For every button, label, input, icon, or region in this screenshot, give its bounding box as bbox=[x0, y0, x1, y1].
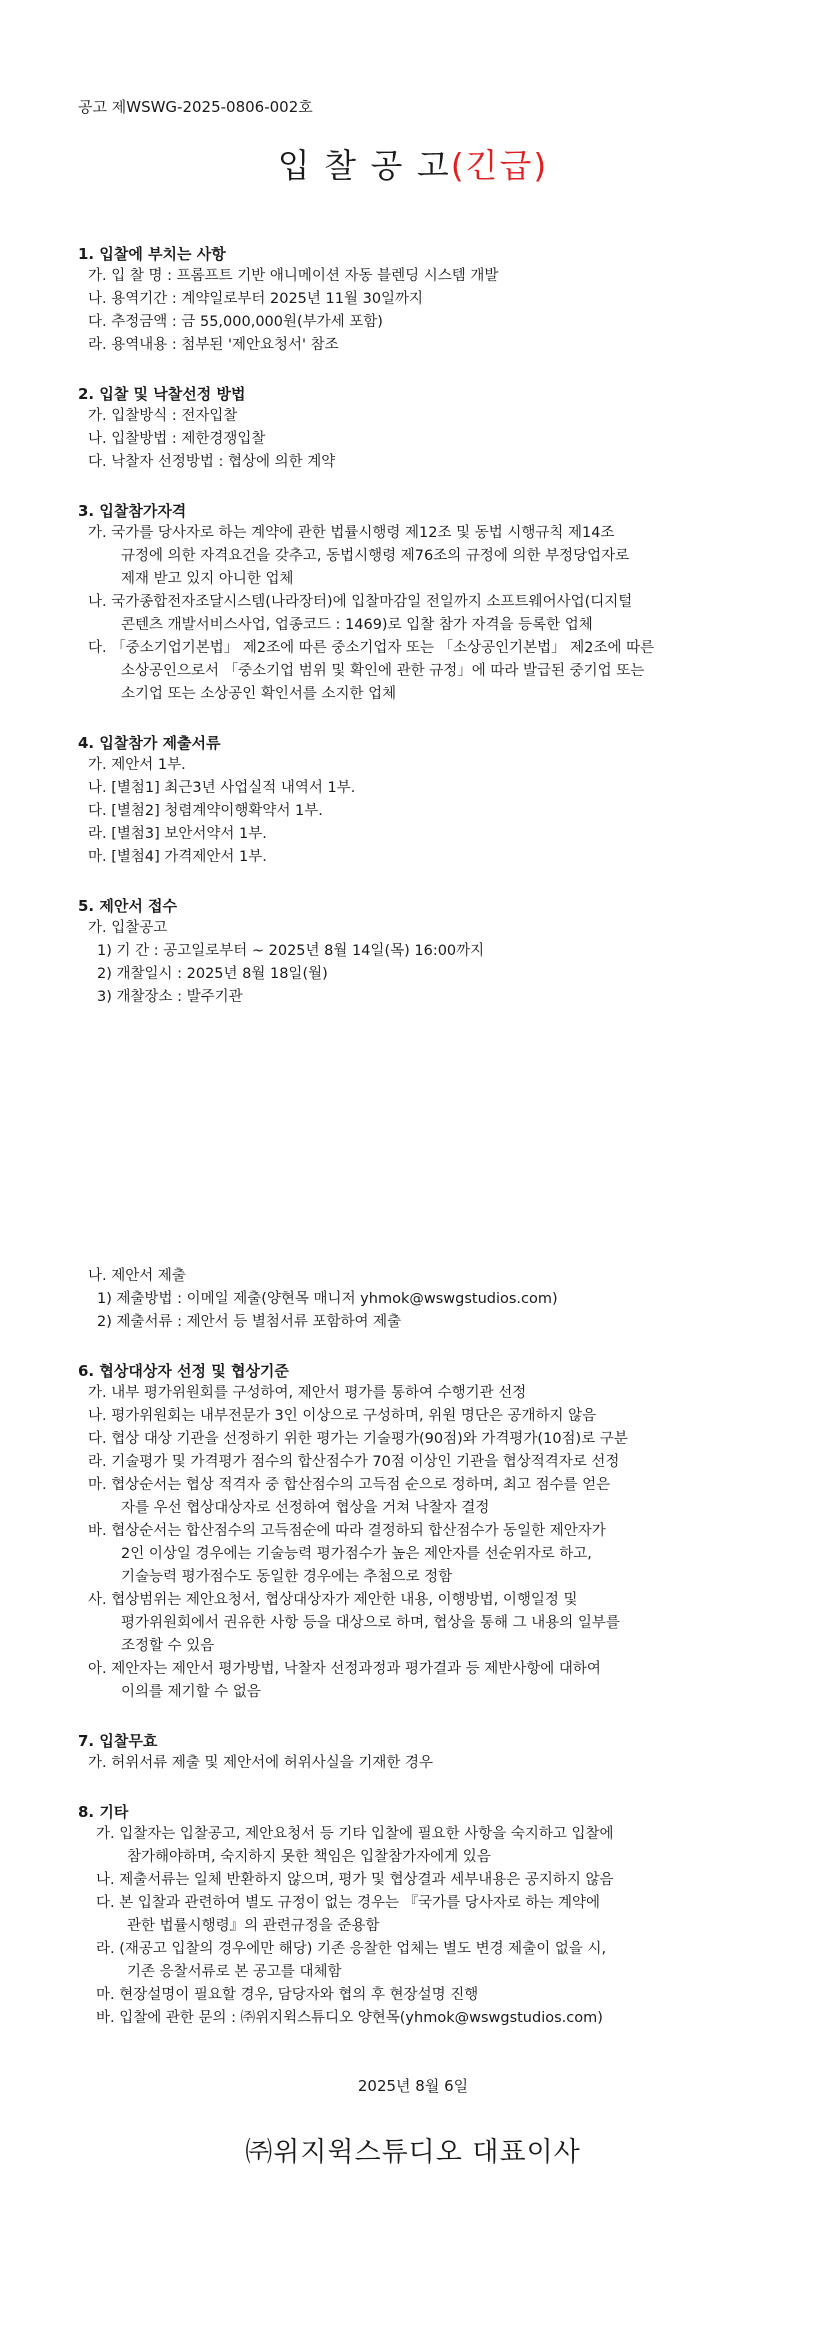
section-4-title: 4. 입찰참가 제출서류 bbox=[78, 734, 221, 752]
s6-item-g-cont: 조정할 수 있음 bbox=[121, 1638, 215, 1654]
section-5-title: 5. 제안서 접수 bbox=[78, 897, 178, 915]
s8-item-e: 마. 현장설명이 필요할 경우, 담당자와 협의 후 현장설명 진행 bbox=[96, 1987, 479, 2003]
s3-item-a-cont: 제재 받고 있지 아니한 업체 bbox=[121, 571, 294, 587]
company-signature: ㈜위지윅스튜디오 대표이사 bbox=[245, 2137, 581, 2168]
s6-item-f: 바. 협상순서는 합산점수의 고득점순에 따라 결정하되 합산점수가 동일한 제안자가 bbox=[88, 1523, 606, 1539]
s5-item-a3: 3) 개찰장소 : 발주기관 bbox=[97, 989, 243, 1005]
s6-item-f-cont: 2인 이상일 경우에는 기술능력 평가점수가 높은 제안자를 선순위자로 하고, bbox=[121, 1546, 592, 1562]
s6-item-h-cont: 이의를 제기할 수 없음 bbox=[121, 1684, 261, 1700]
s8-item-a-cont: 참가해야하며, 숙지하지 못한 책임은 입찰참가자에게 있음 bbox=[127, 1849, 491, 1865]
s5-item-a: 가. 입찰공고 bbox=[88, 920, 168, 936]
s3-item-c-cont: 소기업 또는 소상공인 확인서를 소지한 업체 bbox=[121, 686, 397, 702]
s5-item-a2: 2) 개찰일시 : 2025년 8월 18일(월) bbox=[97, 966, 328, 982]
s1-item-d: 라. 용역내용 : 첨부된 '제안요청서' 참조 bbox=[88, 337, 339, 353]
notice-number: 공고 제WSWG-2025-0806-002호 bbox=[78, 98, 313, 116]
title-main: 입 찰 공 고 bbox=[277, 146, 451, 185]
s5-item-b1: 1) 제출방법 : 이메일 제출(양현목 매니저 yhmok@wswgstudios.com) bbox=[97, 1291, 558, 1307]
s6-item-f-cont: 기술능력 평가점수도 동일한 경우에는 추첨으로 정함 bbox=[121, 1569, 453, 1585]
s6-item-g-cont: 평가위원회에서 권유한 사항 등을 대상으로 하며, 협상을 통해 그 내용의 일부를 bbox=[121, 1615, 620, 1631]
s6-item-d: 라. 기술평가 및 가격평가 점수의 합산점수가 70점 이상인 기관을 협상적격자로 선정 bbox=[88, 1454, 620, 1470]
s2-item-c: 다. 낙찰자 선정방법 : 협상에 의한 계약 bbox=[88, 454, 336, 470]
s6-item-a: 가. 내부 평가위원회를 구성하여, 제안서 평가를 통하여 수행기관 선정 bbox=[88, 1385, 527, 1401]
s6-item-c: 다. 협상 대상 기관을 선정하기 위한 평가는 기술평가(90점)와 가격평가(10점)로 구분 bbox=[88, 1431, 628, 1447]
title-urgent: (긴급) bbox=[450, 146, 549, 185]
s6-item-b: 나. 평가위원회는 내부전문가 3인 이상으로 구성하며, 위원 명단은 공개하지 않음 bbox=[88, 1408, 597, 1424]
s1-item-b: 나. 용역기간 : 계약일로부터 2025년 11월 30일까지 bbox=[88, 291, 424, 307]
section-6-title: 6. 협상대상자 선정 및 협상기준 bbox=[78, 1362, 289, 1380]
section-7-title: 7. 입찰무효 bbox=[78, 1732, 158, 1750]
section-2-title: 2. 입찰 및 낙찰선정 방법 bbox=[78, 385, 246, 403]
s3-item-b-cont: 콘텐츠 개발서비스사업, 업종코드 : 1469)로 입찰 참가 자격을 등록한 업체 bbox=[121, 617, 593, 633]
s8-item-c-cont: 관한 법률시행령』의 관련규정을 준용함 bbox=[127, 1918, 380, 1934]
s8-item-a: 가. 입찰자는 입찰공고, 제안요청서 등 기타 입찰에 필요한 사항을 숙지하고 입찰에 bbox=[96, 1826, 614, 1842]
s8-item-f: 바. 입찰에 관한 문의 : ㈜위지윅스튜디오 양현목(yhmok@wswgstudios.com) bbox=[96, 2010, 603, 2026]
s3-item-c: 다. 「중소기업기본법」 제2조에 따른 중소기업자 또는 「소상공인기본법」 제2조에 따른 bbox=[88, 640, 655, 656]
s1-item-c: 다. 추정금액 : 금 55,000,000원(부가세 포함) bbox=[88, 314, 383, 330]
s5-item-b2: 2) 제출서류 : 제안서 등 별첨서류 포함하여 제출 bbox=[97, 1314, 402, 1330]
s8-item-d: 라. (재공고 입찰의 경우에만 해당) 기존 응찰한 업체는 별도 변경 제출이 없을 시, bbox=[96, 1941, 607, 1957]
s8-item-d-cont: 기존 응찰서류로 본 공고를 대체함 bbox=[127, 1964, 342, 1980]
s3-item-a: 가. 국가를 당사자로 하는 계약에 관한 법률시행령 제12조 및 동법 시행규칙 제14조 bbox=[88, 525, 615, 541]
s5-item-b: 나. 제안서 제출 bbox=[88, 1268, 186, 1284]
s2-item-a: 가. 입찰방식 : 전자입찰 bbox=[88, 408, 238, 424]
s4-item-b: 나. [별첨1] 최근3년 사업실적 내역서 1부. bbox=[88, 780, 356, 796]
s4-item-a: 가. 제안서 1부. bbox=[88, 757, 186, 773]
section-3-title: 3. 입찰참가자격 bbox=[78, 502, 187, 520]
document-date: 2025년 8월 6일 bbox=[357, 2077, 469, 2095]
s3-item-b: 나. 국가종합전자조달시스템(나라장터)에 입찰마감일 전일까지 소프트웨어사업(디지털 bbox=[88, 594, 633, 610]
s6-item-e: 마. 협상순서는 협상 적격자 중 합산점수의 고득점 순으로 정하며, 최고 점수를 얻은 bbox=[88, 1477, 611, 1493]
section-1-title: 1. 입찰에 부치는 사항 bbox=[78, 245, 226, 263]
s8-item-c: 다. 본 입찰과 관련하여 별도 규정이 없는 경우는 『국가를 당사자로 하는 계약에 bbox=[96, 1895, 601, 1911]
s7-item-a: 가. 허위서류 제출 및 제안서에 허위사실을 기재한 경우 bbox=[88, 1755, 434, 1771]
s6-item-e-cont: 자를 우선 협상대상자로 선정하여 협상을 거쳐 낙찰자 결정 bbox=[121, 1500, 490, 1516]
s3-item-a-cont: 규정에 의한 자격요건을 갖추고, 동법시행령 제76조의 규정에 의한 부정당업자로 bbox=[121, 548, 630, 564]
s4-item-c: 다. [별첨2] 청렴계약이행확약서 1부. bbox=[88, 803, 323, 819]
s4-item-d: 라. [별첨3] 보안서약서 1부. bbox=[88, 826, 267, 842]
s2-item-b: 나. 입찰방법 : 제한경쟁입찰 bbox=[88, 431, 266, 447]
s3-item-c-cont: 소상공인으로서 「중소기업 범위 및 확인에 관한 규정」에 따라 발급된 중기업 또는 bbox=[121, 663, 645, 679]
s8-item-b: 나. 제출서류는 일체 반환하지 않으며, 평가 및 협상결과 세부내용은 공지하지 않음 bbox=[96, 1872, 614, 1888]
s4-item-e: 마. [별첨4] 가격제안서 1부. bbox=[88, 849, 267, 865]
s6-item-h: 아. 제안자는 제안서 평가방법, 낙찰자 선정과정과 평가결과 등 제반사항에 대하여 bbox=[88, 1661, 601, 1677]
s5-item-a1: 1) 기 간 : 공고일로부터 ~ 2025년 8월 14일(목) 16:00까지 bbox=[97, 943, 485, 959]
s6-item-g: 사. 협상범위는 제안요청서, 협상대상자가 제안한 내용, 이행방법, 이행일정 및 bbox=[88, 1592, 578, 1608]
section-8-title: 8. 기타 bbox=[78, 1803, 129, 1821]
page-title bbox=[0, 140, 826, 187]
s1-item-a: 가. 입 찰 명 : 프롬프트 기반 애니메이션 자동 블렌딩 시스템 개발 bbox=[88, 268, 499, 284]
